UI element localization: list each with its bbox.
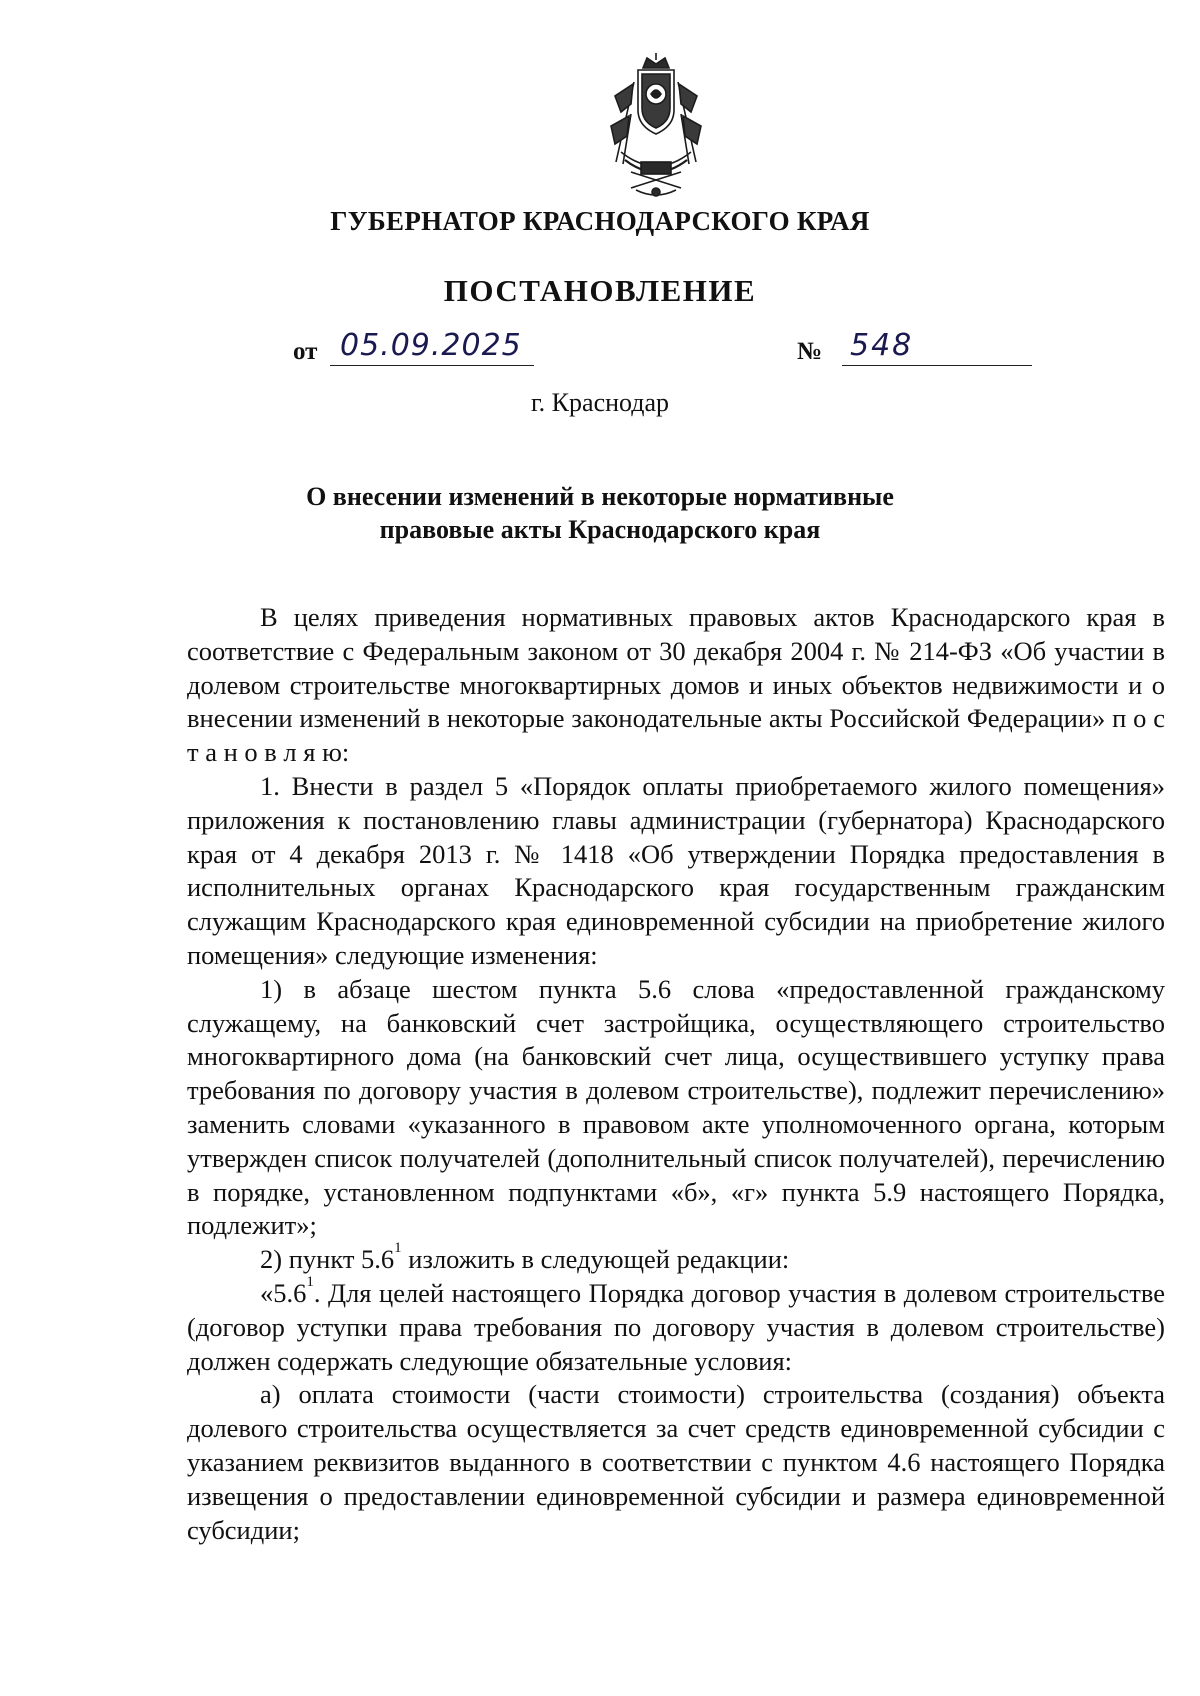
paragraph-clause-a: а) оплата стоимости (части стоимости) строительства (создания) объекта долевого строительства осуществляется за счет средств единовременной субсидии с указанием реквизитов выданного в соответствии с пунктом 4.6 настоящего Порядка извещения о предоставлении единовременной субсидии и размера единовременной субсидии; (187, 1379, 1165, 1545)
date-handwritten-value: 05.09.2025 (330, 326, 534, 366)
number-label: № (797, 338, 823, 365)
text-fragment: «5.6 (260, 1277, 307, 1308)
city-line: г. Краснодар (530, 388, 670, 417)
krasnodar-coat-of-arms-emblem (601, 52, 711, 202)
text-fragment: изложить в следующей редакции: (401, 1244, 790, 1275)
paragraph-item-1: 1. Внести в раздел 5 «Порядок оплаты приобретаемого жилого помещения» приложения к постановлению главы администрации (губернатора) Краснодарского края от 4 декабря 2013 г. № 1418 «Об утверждении Порядка предоставления в исполнительных органах Краснодарского края государственным гражданским служащим Краснодарского края единовременной субсидии на приобретение жилого помещения» следующие изменения: (187, 770, 1165, 970)
superscript: 1 (306, 1273, 314, 1290)
document-title (0, 480, 1200, 546)
paragraph-subitem-2 (187, 1240, 1165, 1277)
date-label: от (293, 338, 318, 365)
document-body (187, 601, 1165, 1547)
paragraph-subitem-1: 1) в абзаце шестом пункта 5.6 слова «предоставленной гражданскому служащему, на банковский счет застройщика, осуществляющего строительство многоквартирного дома (на банковский счет лица, осуществившего уступку права требования по договору участия в долевом строительстве), подлежит перечислению» заменить словами «указанного в правовом акте уполномоченного органа, которым утвержден список получателей (дополнительный список получателей), перечислению в порядке, установленном подпунктами «б», «г» пункта 5.9 настоящего Порядка, подлежит»; (187, 973, 1165, 1241)
text-fragment: . Для целей настоящего Порядка договор участия в долевом строительстве (договор уступки права требования по договору участия в долевом строительстве) должен содержать следующие обязательные условия: (187, 1277, 1165, 1376)
text-fragment: 2) пункт 5.6 (260, 1244, 395, 1275)
title-line-2: правовые акты Краснодарского края (379, 515, 821, 544)
paragraph-preamble: В целях приведения нормативных правовых актов Краснодарского края в соответствие с Федеральным законом от 30 декабря 2004 г. № 214-ФЗ «Об участии в долевом строительстве многоквартирных домов и иных объектов недвижимости и о внесении изменений в некоторые законодательные акты Российской Федерации» п о с т а н о в л я ю: (187, 602, 1165, 768)
issuer-heading: ГУБЕРНАТОР КРАСНОДАРСКОГО КРАЯ (330, 206, 870, 236)
paragraph-clause-5-6-1 (187, 1273, 1165, 1378)
title-line-1: О внесении изменений в некоторые нормативные (306, 482, 894, 511)
superscript: 1 (394, 1240, 402, 1257)
number-handwritten-value: 548 (842, 326, 1032, 366)
document-type-heading: ПОСТАНОВЛЕНИЕ (443, 273, 757, 308)
